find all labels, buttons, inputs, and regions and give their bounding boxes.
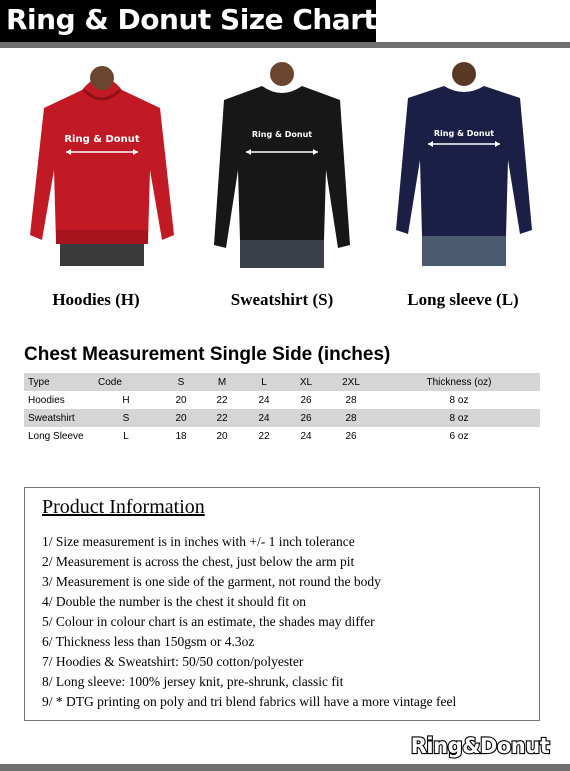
longsleeve-print: Ring & Donut [433, 129, 495, 138]
brand-logo [405, 730, 555, 760]
list-item: 8/ Long sleeve: 100% jersey knit, pre-shrunk, classic fit [42, 674, 344, 689]
cell-s: 20 [175, 412, 187, 424]
cell-xl: 26 [300, 394, 312, 406]
list-item: 3/ Measurement is one side of the garment, not round the body [42, 574, 381, 589]
title-bar [0, 0, 376, 42]
size-table [24, 373, 540, 445]
cell-l: 22 [258, 430, 270, 442]
longsleeve-label: Long sleeve (L) [407, 290, 519, 309]
list-item: 2/ Measurement is across the chest, just below the arm pit [42, 554, 355, 569]
list-item: 5/ Colour in colour chart is an estimate, the shades may differ [42, 614, 375, 629]
top-rule [0, 42, 570, 48]
product-info-box [24, 487, 540, 721]
sweatshirt-image [202, 60, 362, 270]
cell-m: 22 [216, 394, 228, 406]
cell-s: 20 [175, 394, 187, 406]
list-item: 9/ * DTG printing on poly and tri blend fabrics will have a more vintage feel [42, 694, 457, 709]
cell-thickness: 6 oz [449, 430, 469, 442]
cell-2xl: 28 [345, 412, 357, 424]
col-xl: XL [299, 376, 313, 388]
col-code: Code [98, 376, 122, 388]
list-item: 7/ Hoodies & Sweatshirt: 50/50 cotton/polyester [42, 654, 304, 669]
cell-type: Sweatshirt [28, 412, 75, 424]
cell-code: L [123, 430, 129, 442]
list-item: 6/ Thickness less than 150gsm or 4.3oz [42, 634, 255, 649]
product-info-list [42, 532, 456, 712]
list-item: 4/ Double the number is the chest it should fit on [42, 594, 306, 609]
cell-xl: 26 [300, 412, 312, 424]
sweatshirt-print: Ring & Donut [251, 130, 313, 139]
product-info-title: Product Information [42, 496, 205, 518]
cell-s: 18 [175, 430, 187, 442]
cell-type: Long Sleeve [28, 430, 84, 442]
list-item: 1/ Size measurement is in inches with +/- 1 inch tolerance [42, 534, 355, 549]
col-type: Type [28, 376, 50, 388]
cell-m: 22 [216, 412, 228, 424]
table-row [24, 391, 540, 409]
table-header-row [24, 373, 540, 391]
bottom-rule [0, 764, 570, 771]
brand-logo-text: Ring&Donut [410, 734, 550, 758]
cell-code: H [122, 394, 130, 406]
cell-2xl: 28 [345, 394, 357, 406]
cell-l: 24 [258, 412, 270, 424]
longsleeve-image [384, 60, 544, 270]
hoodie-label: Hoodies (H) [52, 290, 140, 309]
cell-thickness: 8 oz [449, 412, 469, 424]
cell-m: 20 [216, 430, 228, 442]
cell-2xl: 26 [345, 430, 357, 442]
table-row [24, 427, 540, 445]
cell-code: S [122, 412, 130, 424]
sweatshirt-label: Sweatshirt (S) [230, 290, 334, 309]
col-m: M [217, 376, 227, 388]
cell-l: 24 [258, 394, 270, 406]
hoodie-image [22, 60, 182, 270]
cell-type: Hoodies [28, 394, 65, 406]
table-row [24, 409, 540, 427]
col-2xl: 2XL [342, 376, 360, 388]
measurement-title: Chest Measurement Single Side (inches) [24, 344, 391, 365]
col-l: L [261, 376, 267, 388]
col-s: S [177, 376, 185, 388]
cell-xl: 24 [300, 430, 312, 442]
page-title: Ring & Donut Size Chart [6, 3, 377, 36]
hoodie-print: Ring & Donut [64, 134, 140, 145]
col-thickness: Thickness (oz) [426, 376, 492, 388]
cell-thickness: 8 oz [449, 394, 469, 406]
